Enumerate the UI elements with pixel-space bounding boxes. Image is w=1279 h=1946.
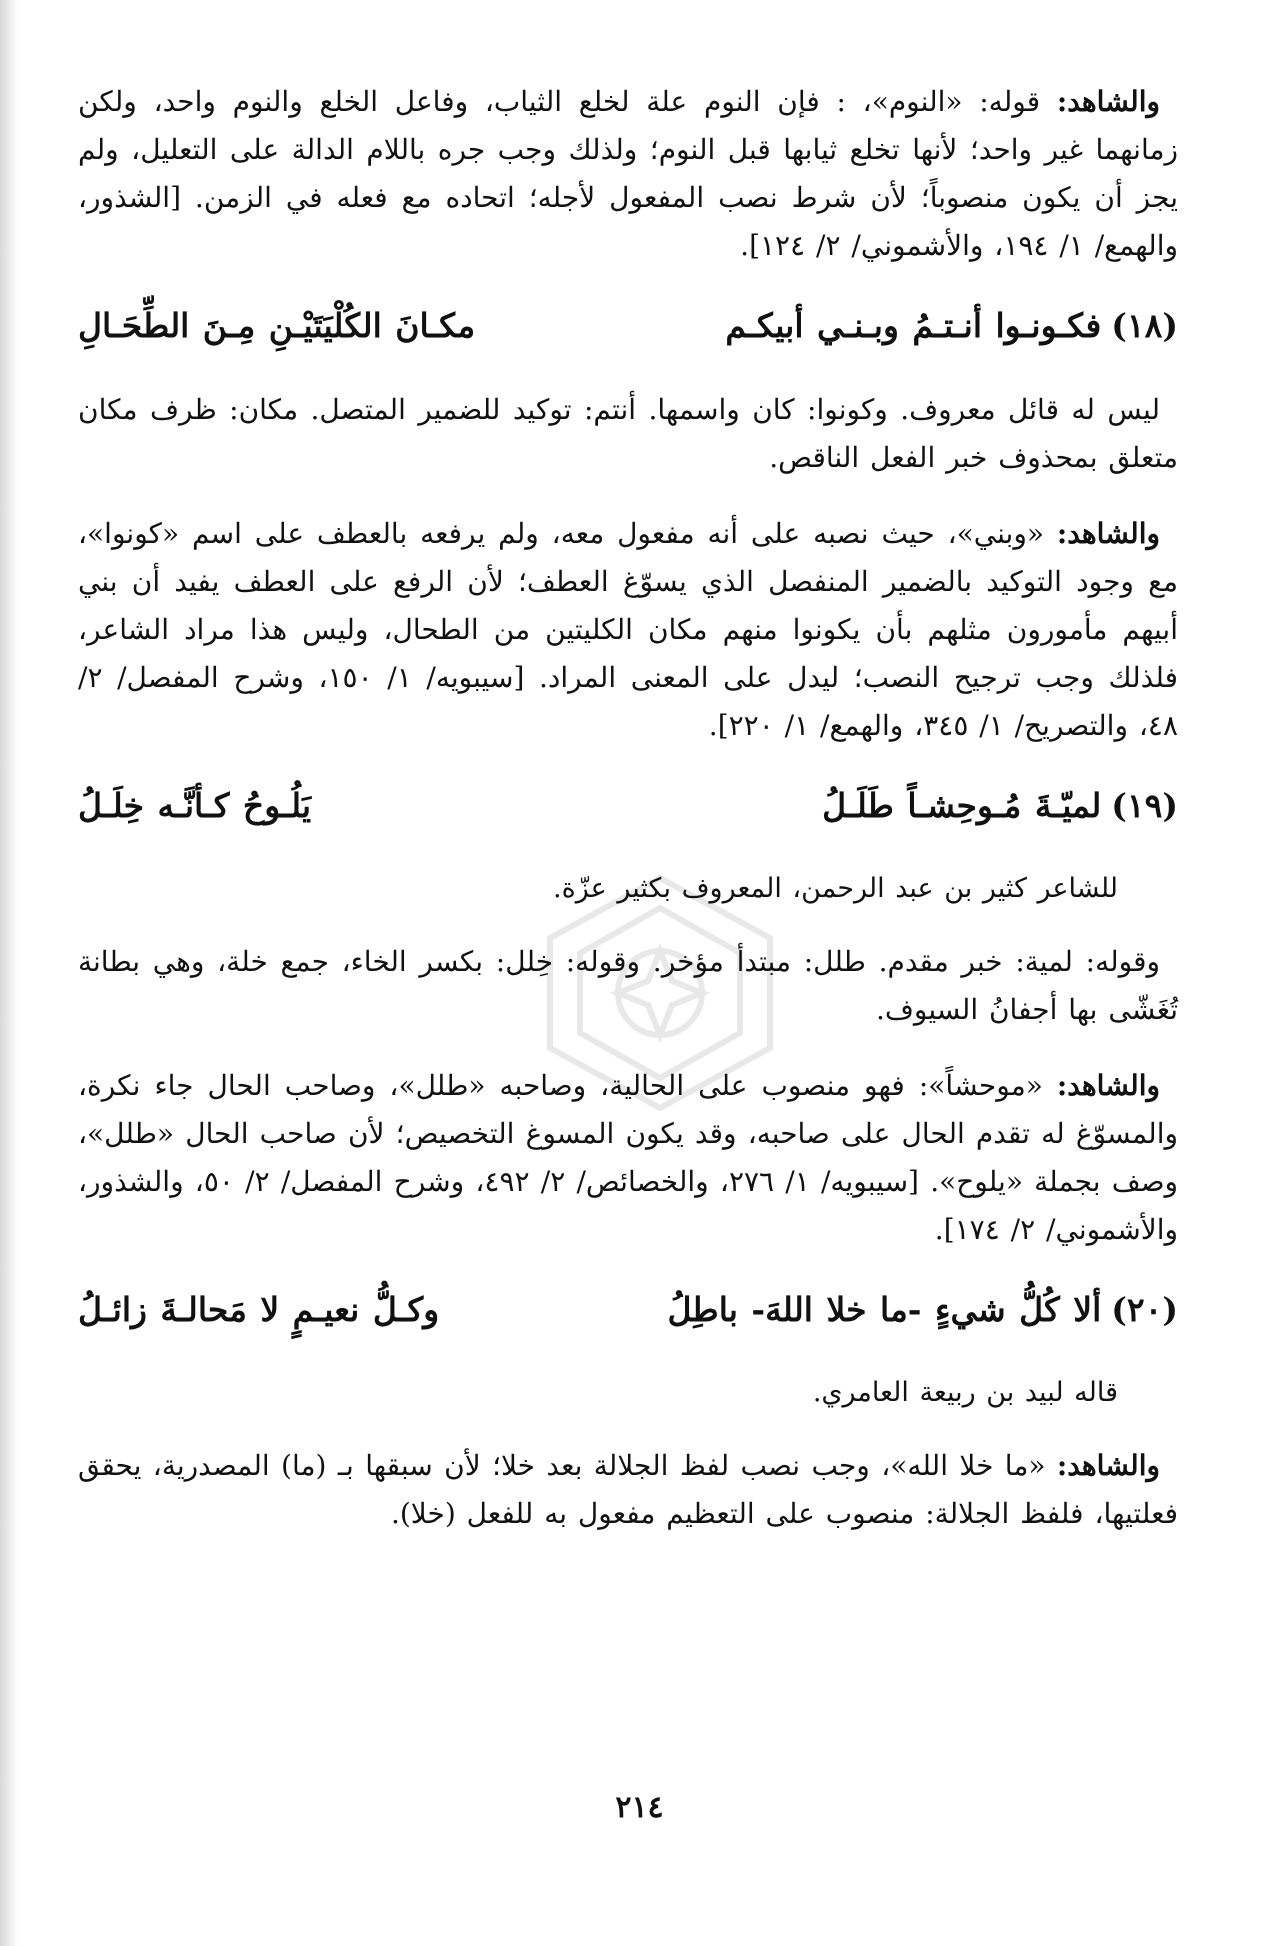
page-body [78,78,1178,1566]
commentary-text: «وبني»، حيث نصبه على أنه مفعول معه، ولم يرفعه بالعطف على اسم «كونوا»، مع وجود التوكيد بالضمير المنفصل الذي يسوّغ العطف؛ لأن الرفع على العطف يفيد أن بني أبيهم مأمورون مثلهم بأن يكونوا منهم مكان الكليتين من الطحال، وليس هذا مراد الشاعر، فلذلك وجب ترجيح النصب؛ ليدل على المعنى المراد. [سيبويه/ ١/ ١٥٠، وشرح المفصل/ ٢/ ٤٨، والتصريح/ ١/ ٣٤٥، والهمع/ ١/ ٢٢٠]. [78,517,1178,742]
verse-18 [78,298,1178,354]
verse-second-hemistich: وكـلُّ نعيـمٍ لا مَحالـةَ زائـلُ [77,1290,440,1329]
commentary-paragraph [78,1062,1178,1254]
evidence-label: والشاهد: [1056,1449,1160,1482]
verse-second-hemistich: مكـانَ الكُلْيَتَيْـنِ مِـنَ الطِّحَـالِ [78,306,476,345]
scan-edge-shadow [0,0,18,1946]
commentary-text: «ما خلا الله»، وجب نصب لفظ الجلالة بعد خلا؛ لأن سبقها بـ (ما) المصدرية، يحقق فعلتيها، فلفظ الجلالة: منصوب على التعظيم مفعول به للفعل (خلا). [78,1449,1178,1530]
evidence-label: والشاهد: [1056,1069,1160,1102]
verse-number: (١٨) [1111,306,1178,345]
verse-number: (٢٠) [1111,1290,1178,1329]
commentary-paragraph [78,78,1178,270]
verse-first-hemistich: فكـونـوا أنـتـمُ وبـنـي أبيكـم [725,306,1102,345]
commentary-text: ليس له قائل معروف. وكونوا: كان واسمها. أنتم: توكيد للضمير المتصل. مكان: ظرف مكان متعلق بمحذوف خبر الفعل الناقص. [78,393,1178,474]
verse-first-hemistich: ألا كُلُّ شيءٍ -ما خلا اللهَ- باطِلُ [667,1290,1102,1329]
commentary-text: «موحشاً»: فهو منصوب على الحالية، وصاحبه «طلل»، وصاحب الحال جاء نكرة، والمسوّغ له تقدم الحال على صاحبه، وقد يكون المسوغ التخصيص؛ لأن صاحب الحال «طلل»، وصف بجملة «يلوح». [سيبويه/ ١/ ٢٧٦، والخصائص/ ٢/ ٤٩٢، وشرح المفصل/ ٢/ ٥٠، والشذور، والأشموني/ ٢/ ١٧٤]. [78,1069,1179,1246]
verse-19 [78,778,1178,834]
verse-second-hemistich: يَلُـوحُ كـأنَّـه خِلَـلُ [77,786,312,825]
commentary-paragraph [78,1442,1178,1538]
commentary-text: قوله: «النوم»، : فإن النوم علة لخلع الثياب، وفاعل الخلع والنوم واحد، ولكن زمانهما غير واحد؛ لأنها تخلع ثيابها قبل النوم؛ ولذلك وجب جره باللام الدالة على التعليل، ولم يجز أن يكون منصوباً؛ لأن شرط نصب المفعول لأجله؛ اتحاده مع فعله في الزمن. [الشذور، والهمع/ ١/ ١٩٤، والأشموني/ ٢/ ١٢٤]. [78,85,1178,262]
evidence-label: والشاهد: [1056,517,1160,550]
page-number: ٢١٤ [615,1790,664,1825]
poet-attribution: قاله لبيد بن ربيعة العامري. [812,1377,1118,1408]
verse-first-hemistich: لميّـةَ مُـوحِشـاً طَلَـلُ [822,786,1102,825]
poet-attribution: للشاعر كثير بن عبد الرحمن، المعروف بكثير عزّة. [553,873,1118,904]
commentary-text: وقوله: لمية: خبر مقدم. طلل: مبتدأ مؤخر. وقوله: خِلل: بكسر الخاء، جمع خلة، وهي بطانة تُغَشّى بها أجفانُ السيوف. [78,945,1178,1026]
commentary-paragraph [78,386,1178,482]
commentary-paragraph [78,510,1178,750]
verse-20 [78,1282,1178,1338]
evidence-label: والشاهد: [1056,85,1160,118]
verse-number: (١٩) [1111,786,1178,825]
commentary-paragraph [78,938,1178,1034]
